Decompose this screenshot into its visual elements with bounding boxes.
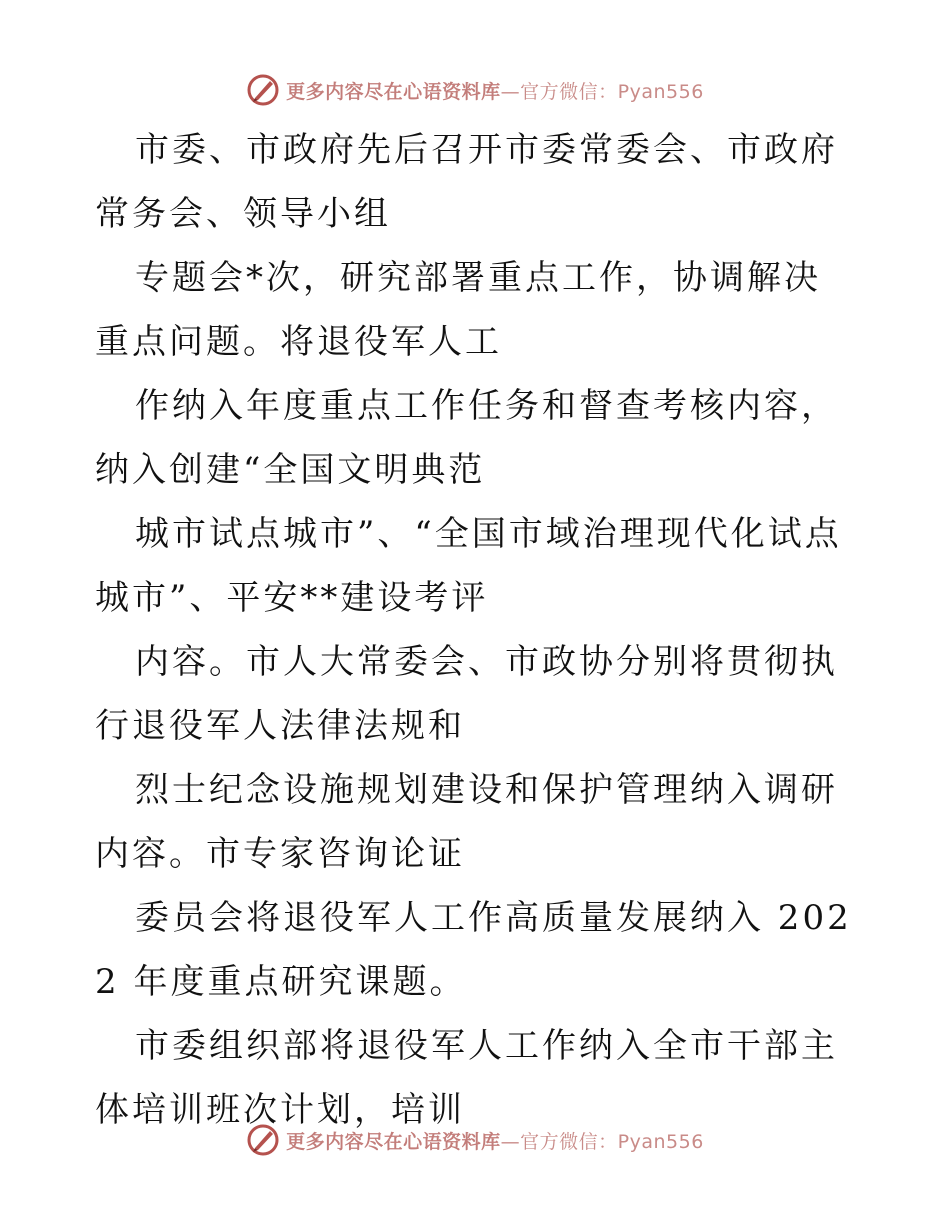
watermark-text	[286, 1127, 704, 1154]
paragraph: 城市试点城市”、“全国市域治理现代化试点城市”、平安**建设考评	[95, 514, 842, 618]
quill-seal-icon	[246, 1123, 280, 1157]
document-body	[95, 118, 855, 1142]
paragraph: 作纳入年度重点工作任务和督查考核内容，纳入创建“全国文明典范	[95, 386, 838, 490]
paragraph: 市委组织部将退役军人工作纳入全市干部主体培训班次计划，培训	[95, 1026, 838, 1130]
footer-watermark	[0, 1120, 950, 1160]
watermark-sub-text: —官方微信：Pyan556	[500, 1130, 704, 1153]
paragraph: 委员会将退役军人工作高质量发展纳入 2022 年度重点研究课题。	[95, 898, 852, 1002]
watermark-sub-text: —官方微信：Pyan556	[500, 80, 704, 103]
paragraph: 专题会*次，研究部署重点工作，协调解决重点问题。将退役军人工	[95, 258, 821, 362]
paragraph: 市委、市政府先后召开市委常委会、市政府常务会、领导小组	[95, 130, 838, 234]
header-watermark	[0, 70, 950, 110]
quill-seal-icon	[246, 73, 280, 107]
watermark-main-text: 更多内容尽在心语资料库	[286, 80, 501, 103]
paragraph: 内容。市人大常委会、市政协分别将贯彻执行退役军人法律法规和	[95, 642, 838, 746]
watermark-text	[286, 77, 704, 104]
watermark-main-text: 更多内容尽在心语资料库	[286, 1130, 501, 1153]
paragraph: 烈士纪念设施规划建设和保护管理纳入调研内容。市专家咨询论证	[95, 770, 838, 874]
